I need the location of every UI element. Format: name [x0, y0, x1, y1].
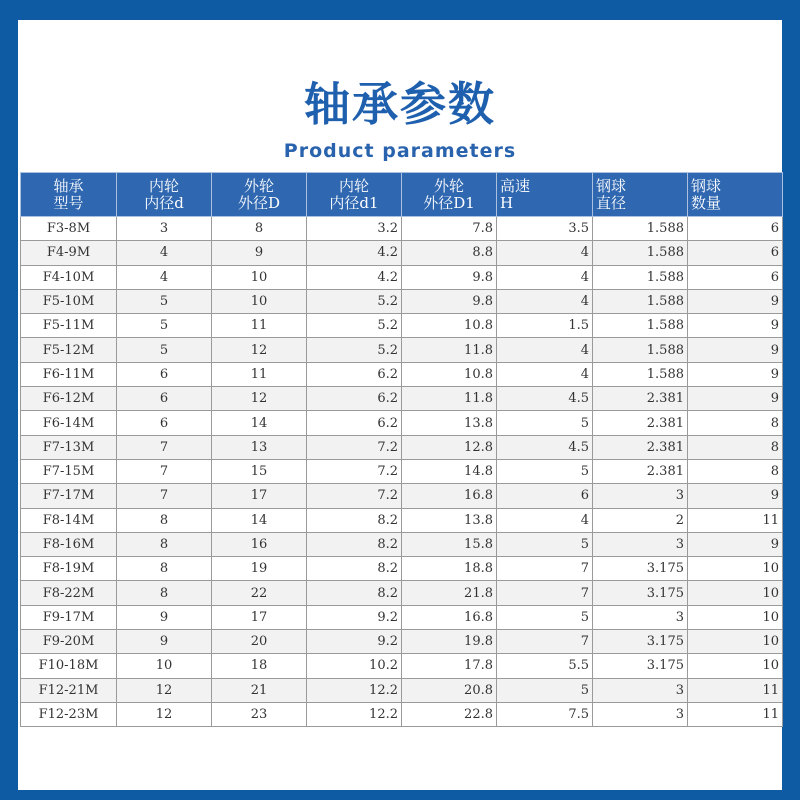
cell-ball-count: 6: [688, 217, 783, 241]
table-row: [21, 265, 783, 289]
cell-outer-D1: 11.8: [402, 338, 497, 362]
cell-outer-D1: 9.8: [402, 265, 497, 289]
cell-inner-d1: 9.2: [307, 605, 402, 629]
cell-ball-diameter: 3.175: [593, 630, 688, 654]
cell-outer-D: 11: [212, 314, 307, 338]
cell-ball-diameter: 2.381: [593, 387, 688, 411]
header-outer-ring-D: 外轮 外径D: [212, 173, 307, 217]
header-ball-diameter: 钢球 直径: [593, 173, 688, 217]
cell-inner-d: 9: [117, 630, 212, 654]
table-row: [21, 217, 783, 241]
bearing-spec-table: [20, 172, 783, 727]
cell-height-H: 4: [497, 265, 593, 289]
cell-outer-D1: 13.8: [402, 411, 497, 435]
cell-height-H: 5: [497, 532, 593, 556]
table-row: [21, 630, 783, 654]
cell-ball-diameter: 3: [593, 484, 688, 508]
cell-ball-count: 9: [688, 289, 783, 313]
cell-height-H: 7: [497, 557, 593, 581]
cell-model: F9-17M: [21, 605, 117, 629]
table-row: [21, 411, 783, 435]
table-row: [21, 702, 783, 726]
cell-model: F5-12M: [21, 338, 117, 362]
cell-model: F4-9M: [21, 241, 117, 265]
cell-outer-D1: 14.8: [402, 459, 497, 483]
header-inner-ring-d1: 内轮 内径d1: [307, 173, 402, 217]
cell-ball-diameter: 1.588: [593, 289, 688, 313]
cell-outer-D: 10: [212, 289, 307, 313]
cell-ball-diameter: 1.588: [593, 338, 688, 362]
cell-model: F8-14M: [21, 508, 117, 532]
cell-ball-diameter: 3.175: [593, 557, 688, 581]
cell-inner-d1: 12.2: [307, 678, 402, 702]
cell-inner-d1: 12.2: [307, 702, 402, 726]
cell-outer-D1: 8.8: [402, 241, 497, 265]
cell-outer-D: 9: [212, 241, 307, 265]
cell-inner-d: 9: [117, 605, 212, 629]
cell-outer-D1: 9.8: [402, 289, 497, 313]
cell-outer-D1: 18.8: [402, 557, 497, 581]
cell-model: F10-18M: [21, 654, 117, 678]
cell-ball-diameter: 3.175: [593, 654, 688, 678]
cell-outer-D: 23: [212, 702, 307, 726]
cell-inner-d1: 4.2: [307, 241, 402, 265]
cell-outer-D: 20: [212, 630, 307, 654]
cell-outer-D: 10: [212, 265, 307, 289]
cell-outer-D1: 15.8: [402, 532, 497, 556]
cell-outer-D: 15: [212, 459, 307, 483]
header-model: 轴承 型号: [21, 173, 117, 217]
cell-height-H: 4: [497, 338, 593, 362]
cell-ball-count: 11: [688, 508, 783, 532]
cell-inner-d: 5: [117, 314, 212, 338]
cell-ball-diameter: 2.381: [593, 435, 688, 459]
cell-model: F3-8M: [21, 217, 117, 241]
cell-outer-D1: 11.8: [402, 387, 497, 411]
cell-model: F8-22M: [21, 581, 117, 605]
cell-height-H: 5: [497, 459, 593, 483]
header-outer-ring-D1: 外轮 外径D1: [402, 173, 497, 217]
cell-outer-D1: 20.8: [402, 678, 497, 702]
cell-inner-d1: 10.2: [307, 654, 402, 678]
cell-inner-d1: 7.2: [307, 484, 402, 508]
cell-inner-d1: 6.2: [307, 362, 402, 386]
cell-height-H: 4: [497, 508, 593, 532]
page-subtitle: Product parameters: [283, 140, 517, 162]
cell-ball-count: 9: [688, 387, 783, 411]
cell-ball-diameter: 1.588: [593, 265, 688, 289]
table-row: [21, 581, 783, 605]
cell-model: F7-15M: [21, 459, 117, 483]
cell-ball-diameter: 1.588: [593, 241, 688, 265]
header-ball-count: 钢球 数量: [688, 173, 783, 217]
cell-inner-d1: 5.2: [307, 338, 402, 362]
cell-model: F9-20M: [21, 630, 117, 654]
cell-outer-D: 13: [212, 435, 307, 459]
cell-ball-diameter: 1.588: [593, 314, 688, 338]
cell-outer-D: 22: [212, 581, 307, 605]
cell-inner-d: 7: [117, 484, 212, 508]
cell-outer-D1: 12.8: [402, 435, 497, 459]
cell-ball-count: 6: [688, 265, 783, 289]
cell-height-H: 5.5: [497, 654, 593, 678]
cell-model: F4-10M: [21, 265, 117, 289]
cell-outer-D1: 21.8: [402, 581, 497, 605]
cell-height-H: 7: [497, 630, 593, 654]
cell-outer-D: 14: [212, 411, 307, 435]
cell-inner-d1: 8.2: [307, 508, 402, 532]
cell-inner-d: 7: [117, 435, 212, 459]
table-header-row: [21, 173, 783, 217]
cell-ball-count: 10: [688, 630, 783, 654]
cell-outer-D1: 19.8: [402, 630, 497, 654]
cell-inner-d: 6: [117, 411, 212, 435]
cell-model: F6-12M: [21, 387, 117, 411]
cell-ball-diameter: 2: [593, 508, 688, 532]
cell-outer-D: 12: [212, 387, 307, 411]
table-row: [21, 387, 783, 411]
cell-model: F6-14M: [21, 411, 117, 435]
cell-ball-diameter: 3: [593, 605, 688, 629]
cell-inner-d1: 5.2: [307, 314, 402, 338]
cell-ball-count: 8: [688, 435, 783, 459]
cell-inner-d: 12: [117, 678, 212, 702]
cell-inner-d1: 5.2: [307, 289, 402, 313]
cell-height-H: 4.5: [497, 387, 593, 411]
cell-inner-d: 6: [117, 362, 212, 386]
table-row: [21, 362, 783, 386]
cell-height-H: 7.5: [497, 702, 593, 726]
cell-inner-d1: 9.2: [307, 630, 402, 654]
cell-inner-d: 12: [117, 702, 212, 726]
cell-height-H: 7: [497, 581, 593, 605]
header-height-H: 高速 H: [497, 173, 593, 217]
table-row: [21, 605, 783, 629]
table-row: [21, 241, 783, 265]
cell-inner-d1: 6.2: [307, 387, 402, 411]
cell-outer-D1: 16.8: [402, 605, 497, 629]
table-row: [21, 314, 783, 338]
cell-inner-d: 3: [117, 217, 212, 241]
cell-ball-count: 8: [688, 411, 783, 435]
table-row: [21, 484, 783, 508]
cell-height-H: 4: [497, 241, 593, 265]
cell-ball-count: 6: [688, 241, 783, 265]
cell-inner-d1: 7.2: [307, 435, 402, 459]
cell-ball-count: 10: [688, 581, 783, 605]
cell-ball-count: 9: [688, 362, 783, 386]
cell-height-H: 5: [497, 678, 593, 702]
table-row: [21, 508, 783, 532]
table-row: [21, 338, 783, 362]
cell-inner-d1: 8.2: [307, 532, 402, 556]
cell-inner-d1: 7.2: [307, 459, 402, 483]
cell-inner-d: 6: [117, 387, 212, 411]
page-title: 轴承参数: [304, 77, 496, 131]
cell-inner-d: 5: [117, 289, 212, 313]
cell-outer-D1: 22.8: [402, 702, 497, 726]
cell-outer-D: 17: [212, 484, 307, 508]
cell-inner-d1: 4.2: [307, 265, 402, 289]
header-inner-ring-d: 内轮 内径d: [117, 173, 212, 217]
cell-outer-D: 14: [212, 508, 307, 532]
cell-inner-d: 5: [117, 338, 212, 362]
cell-outer-D1: 17.8: [402, 654, 497, 678]
table-row: [21, 678, 783, 702]
cell-model: F12-23M: [21, 702, 117, 726]
cell-model: F8-16M: [21, 532, 117, 556]
table-row: [21, 289, 783, 313]
cell-inner-d: 10: [117, 654, 212, 678]
cell-height-H: 3.5: [497, 217, 593, 241]
cell-ball-count: 9: [688, 314, 783, 338]
cell-inner-d1: 6.2: [307, 411, 402, 435]
cell-outer-D: 8: [212, 217, 307, 241]
cell-outer-D1: 13.8: [402, 508, 497, 532]
cell-ball-diameter: 1.588: [593, 217, 688, 241]
cell-ball-diameter: 3: [593, 702, 688, 726]
cell-height-H: 1.5: [497, 314, 593, 338]
cell-ball-diameter: 3: [593, 678, 688, 702]
cell-ball-count: 9: [688, 338, 783, 362]
table-row: [21, 532, 783, 556]
cell-outer-D: 12: [212, 338, 307, 362]
cell-height-H: 5: [497, 605, 593, 629]
cell-ball-count: 10: [688, 605, 783, 629]
cell-inner-d: 4: [117, 265, 212, 289]
cell-ball-diameter: 3: [593, 532, 688, 556]
cell-outer-D: 19: [212, 557, 307, 581]
cell-outer-D: 21: [212, 678, 307, 702]
cell-inner-d: 8: [117, 508, 212, 532]
cell-outer-D1: 16.8: [402, 484, 497, 508]
cell-ball-count: 11: [688, 678, 783, 702]
cell-inner-d: 7: [117, 459, 212, 483]
cell-outer-D: 16: [212, 532, 307, 556]
cell-inner-d: 8: [117, 532, 212, 556]
cell-outer-D: 17: [212, 605, 307, 629]
cell-ball-count: 8: [688, 459, 783, 483]
cell-inner-d1: 3.2: [307, 217, 402, 241]
table-row: [21, 557, 783, 581]
table-row: [21, 654, 783, 678]
cell-ball-count: 11: [688, 702, 783, 726]
cell-ball-diameter: 1.588: [593, 362, 688, 386]
cell-outer-D1: 10.8: [402, 314, 497, 338]
cell-ball-diameter: 2.381: [593, 411, 688, 435]
cell-model: F8-19M: [21, 557, 117, 581]
cell-height-H: 4.5: [497, 435, 593, 459]
cell-model: F7-17M: [21, 484, 117, 508]
cell-height-H: 4: [497, 362, 593, 386]
cell-ball-diameter: 3.175: [593, 581, 688, 605]
cell-height-H: 6: [497, 484, 593, 508]
cell-outer-D1: 7.8: [402, 217, 497, 241]
cell-ball-count: 9: [688, 532, 783, 556]
cell-inner-d: 4: [117, 241, 212, 265]
cell-model: F5-10M: [21, 289, 117, 313]
cell-outer-D1: 10.8: [402, 362, 497, 386]
cell-height-H: 5: [497, 411, 593, 435]
cell-model: F7-13M: [21, 435, 117, 459]
cell-ball-diameter: 2.381: [593, 459, 688, 483]
table-row: [21, 459, 783, 483]
cell-inner-d1: 8.2: [307, 581, 402, 605]
cell-ball-count: 10: [688, 557, 783, 581]
cell-model: F12-21M: [21, 678, 117, 702]
content-panel: [18, 20, 782, 790]
cell-ball-count: 10: [688, 654, 783, 678]
cell-model: F6-11M: [21, 362, 117, 386]
cell-ball-count: 9: [688, 484, 783, 508]
cell-height-H: 4: [497, 289, 593, 313]
cell-outer-D: 18: [212, 654, 307, 678]
cell-inner-d: 8: [117, 581, 212, 605]
cell-outer-D: 11: [212, 362, 307, 386]
table-row: [21, 435, 783, 459]
cell-inner-d: 8: [117, 557, 212, 581]
cell-inner-d1: 8.2: [307, 557, 402, 581]
cell-model: F5-11M: [21, 314, 117, 338]
